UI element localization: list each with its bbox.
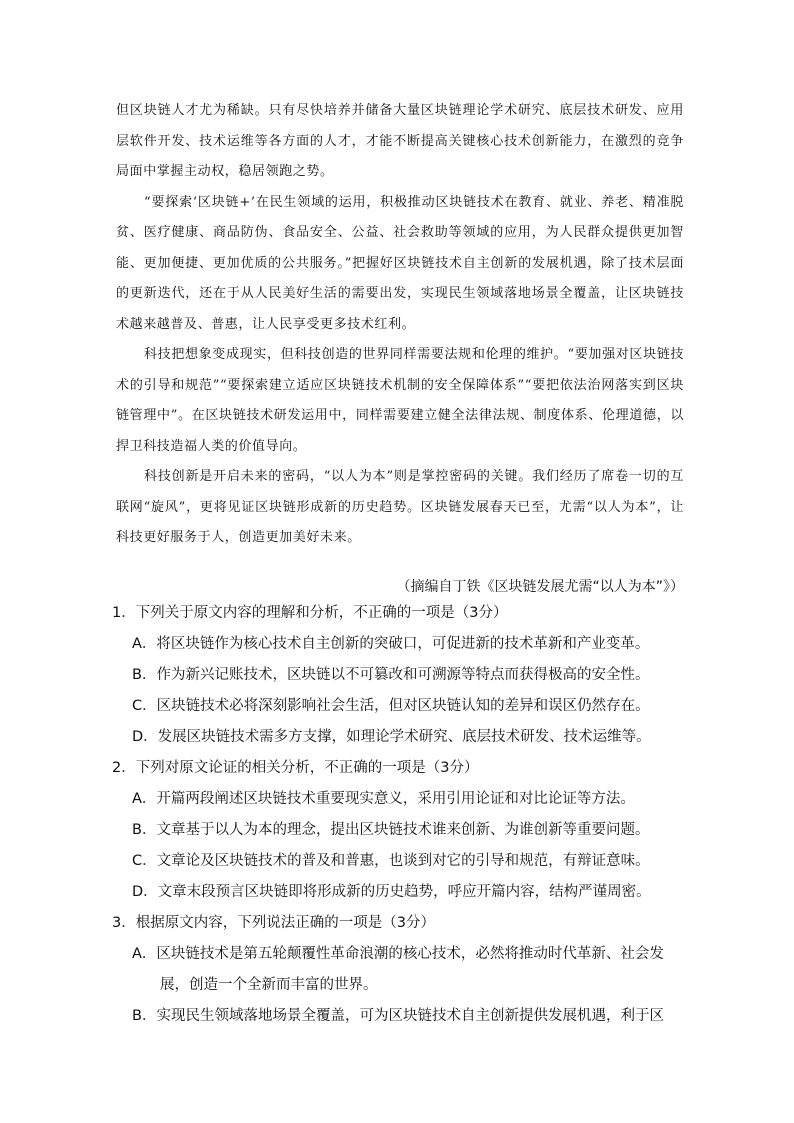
question-2-option-c: C．文章论及区块链技术的普及和普惠，也谈到对它的引导和规范，有辩证意味。 [132, 853, 650, 869]
passage-paragraph-1: 但区块链人才尤为稀缺。只有尽快培养并储备大量区块链理论学术研究、底层技术研发、应用层软件开发、技术运维等各方面的人才，才能不断提高关键核心技术创新能力，在激烈的竞争局面中掌握主动权，稳居领跑之势。 [116, 103, 684, 179]
question-1-option-b: B．作为新兴记账技术，区块链以不可篡改和可溯源等特点而获得极高的安全性。 [132, 667, 650, 683]
question-2-stem: 2．下列对原文论证的相关分析，不正确的一项是（3分） [112, 760, 479, 776]
question-1 [112, 598, 692, 753]
question-3-option-a: A．区块链技术是第五轮颠覆性革命浪潮的核心技术，必然将推动时代革新、社会发 [132, 946, 664, 962]
passage-paragraph-3: 科技把想象变成现实，但科技创造的世界同样需要法规和伦理的维护。“要加强对区块链技术的引导和规范”“要探索建立适应区块链技术机制的安全保障体系”“要把依法治网落实到区块链管理中”。在区块链技术研发运用中，同样需要建立健全法律法规、制度体系、伦理道德，以捍卫科技造福人类的价值导向。 [116, 347, 684, 454]
question-2-option-d: D．文章末段预言区块链即将形成新的历史趋势，呼应开篇内容，结构严谨周密。 [132, 884, 651, 900]
question-3 [112, 908, 692, 1032]
reading-passage [116, 96, 684, 554]
question-1-option-d: D．发展区块链技术需多方支撑，如理论学术研究、底层技术研发、技术运维等。 [132, 729, 651, 745]
question-1-option-c: C．区块链技术必将深刻影响社会生活，但对区块链认知的差异和误区仍然存在。 [132, 698, 650, 714]
question-2-option-b: B．文章基于以人为本的理念，提出区块链技术谁来创新、为谁创新等重要问题。 [132, 822, 650, 838]
question-1-option-a: A．将区块链作为核心技术自主创新的突破口，可促进新的技术革新和产业变革。 [132, 636, 650, 652]
passage-paragraph-2: “要探索‘区块链+’在民生领域的运用，积极推动区块链技术在教育、就业、养老、精准脱贫、医疗健康、商品防伪、食品安全、公益、社会救助等领域的应用，为人民群众提供更加智能、更加便捷、更加优质的公共服务。”把握好区块链技术自主创新的发展机遇，除了技术层面的更新迭代，还在于从人民美好生活的需要出发，实现民生领域落地场景全覆盖，让区块链技术越来越普及、普惠，让人民享受更多技术红利。 [116, 194, 684, 332]
question-2-option-a: A．开篇两段阐述区块链技术重要现实意义，采用引用论证和对比论证等方法。 [132, 791, 635, 807]
question-3-option-a-continued: 展，创造一个全新而丰富的世界。 [160, 977, 378, 993]
question-1-stem: 1．下列关于原文内容的理解和分析，不正确的一项是（3分） [112, 605, 508, 621]
question-2 [112, 753, 692, 908]
passage-source: （摘编自丁铁《区块链发展尤需“以人为本”》） [396, 579, 684, 595]
question-3-stem: 3．根据原文内容，下列说法正确的一项是（3分） [112, 915, 435, 931]
question-list [112, 598, 692, 1032]
question-3-option-b: B．实现民生领域落地场景全覆盖，可为区块链技术自主创新提供发展机遇，利于区 [132, 1008, 664, 1024]
passage-paragraph-4: 科技创新是开启未来的密码，“以人为本”则是掌控密码的关键。我们经历了席卷一切的互联网“旋风”，更将见证区块链形成新的历史趋势。区块链发展春天已至，尤需“以人为本”，让科技更好服务于人，创造更加美好未来。 [116, 469, 684, 545]
